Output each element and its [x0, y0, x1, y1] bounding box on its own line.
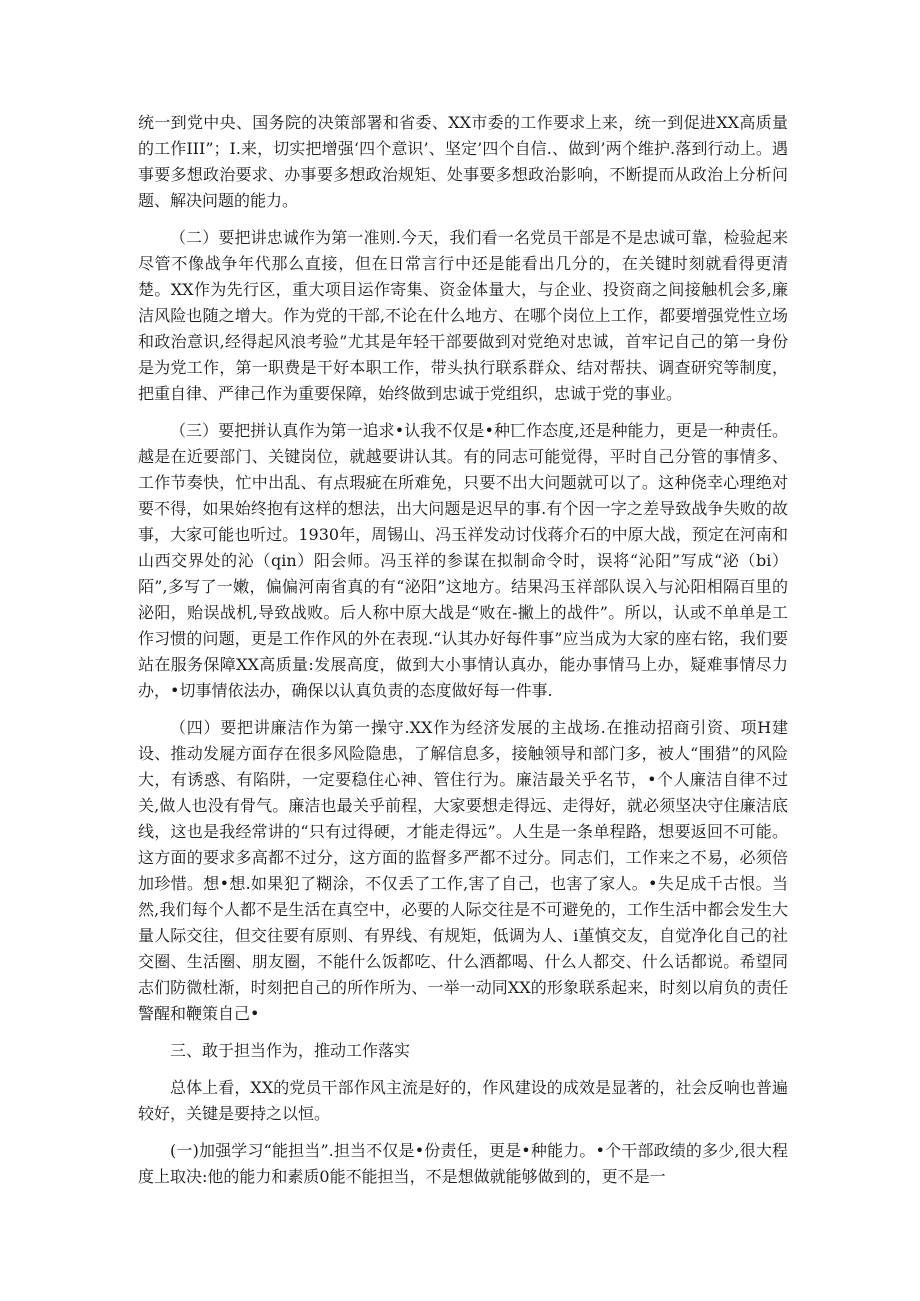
document-page — [138, 110, 788, 1201]
section-heading-three: 三、敢于担当作为，推动工作落实 — [170, 1041, 411, 1060]
paragraph-overall-assessment: 总体上看，XX的党员干部作风主流是好的，作风建设的成效是显著的，社会反响也普遍较好，关键是要持之以恒。 — [138, 1078, 788, 1123]
paragraph-loyalty: （二）要把讲忠诚作为第一准则.今天，我们看一名党员干部是不是忠诚可靠，检验起来尽管不像战争年代那么直接，但在日常言行中还是能看出几分的，在关键时刻就看得更清楚。XX作为先行区，重大项目运作寄集、资金体量大，与企业、投资商之间接触机会多,廉洁风险也随之增大。作为党的干部,不论在什么地方、在哪个岗位上工作，都要增强党性立场和政治意识,经得起风浪考验”尤其是年轻干部要做到对党绝对忠诚，首牢记自己的第一身份是为党工作，第一职费是干好本职工作，带头执行联系群众、结对帮扶、调查研究等制度，把重自律、严律己作为重要保障，始终做到忠诚于党组织，忠诚于党的事业。 — [138, 228, 788, 403]
paragraph-seriousness: （三）要把拼认真作为第一追求•认我不仅是•种匸作态度,还是种能力，更是一种责任。越是在近要部门、关键岗位，就越要讲认其。有的同志可能觉得，平时自己分管的事情多、工作节奏快，忙中出乱、有点瑕疵在所难免，只要不出大问题就可以了。这种侥幸心理绝对要不得，如果始终抱有这样的想法，出大问题是迟早的事.有个因一字之差导致战争失败的故事，大家可能也听过。1930年，周锡山、冯玉祥发动讨伐蒋介石的中原大战，预定在河南和山西交界处的沁（qin）阳会师。冯玉祥的参谋在拟制命令时，误将“沁阳”写成“泌（bi）陌”,多写了一嫩，偏偏河南省真的有“泌阳”这地方。结果冯玉祥部队误入与沁阳相隔百里的泌阳，贻误战机,导致战败。后人称中原大战是“败在-撇上的战件”。所以，认或不单单是工作习惯的问题，更是工作作风的外在表现.“认其办好每件事”应当成为大家的座右铭，我们要站在服务保障XX高质量:发展高度，做到大小事情认真办，能办事情马上办，疑难事情尽力办，•切事情依法办，确保以认真负责的态度做好每一件事. — [138, 421, 788, 700]
paragraph-political-alignment: 统一到党中央、国务院的决策部署和省委、XX市委的工作要求上来，统一到促进XX高质量的工作III”；I.来，切实把增强‘四个意识’、坚定’四个自信.、做到’两个维护.落到行动上。遇事要多想政治要求、办事要多想政治规矩、处事要多想政治影响，不断提而从政治上分析问题、解决问题的能力。 — [138, 113, 788, 210]
paragraph-responsibility: (一)加强学习“能担当”.担当不仅是•份责任，更是•种能力。•个干部政绩的多少,很大程度上取决:他的能力和素质0能不能担当，不是想做就能够做到的，更不是一 — [138, 1141, 788, 1186]
paragraph-integrity: （四）要把讲廉洁作为第一操守.XX作为经济发展的主战场.在推动招商引资、项H建设、推动发屣方面存在很多风险隐患，了解信息多，接触领导和部门多，被人“围猎”的风险大，有诱惑、有陷阱，一定要稳住心神、管住行为。廉洁最关乎名节，•个人廉洁自律不过关,做人也没有骨气。廉洁也最关乎前程，大家要想走得远、走得好，就必须坚决守住廉洁底线，这也是我经常讲的“只有过得硬，才能走得远”。人生是一条单程路，想要返回不可能。这方面的要求多高都不过分，这方面的监督多严都不过分。同志们，工作来之不易，必须倍加珍惜。想•想.如果犯了糊涂，不仅丢了工作,害了自己，也害了家人。•失足成千古恨。当然,我们每个人都不是生活在真空中，必要的人际交往是不可避免的，工作生活中都会发生大量人际交往，但交往要有原则、有界线、有规矩，低调为人、i堇慎交友，自觉净化自己的社交圈、生活圈、朋友圈，不能什么饭都吃、什么酒都喝、什么人都交、什么话都说。希望同志们防微杜渐，时刻把自己的所作所为、一举一动同XX的形象联系起来，时刻以肩负的责任警醒和鞭策自己• — [138, 718, 788, 1023]
